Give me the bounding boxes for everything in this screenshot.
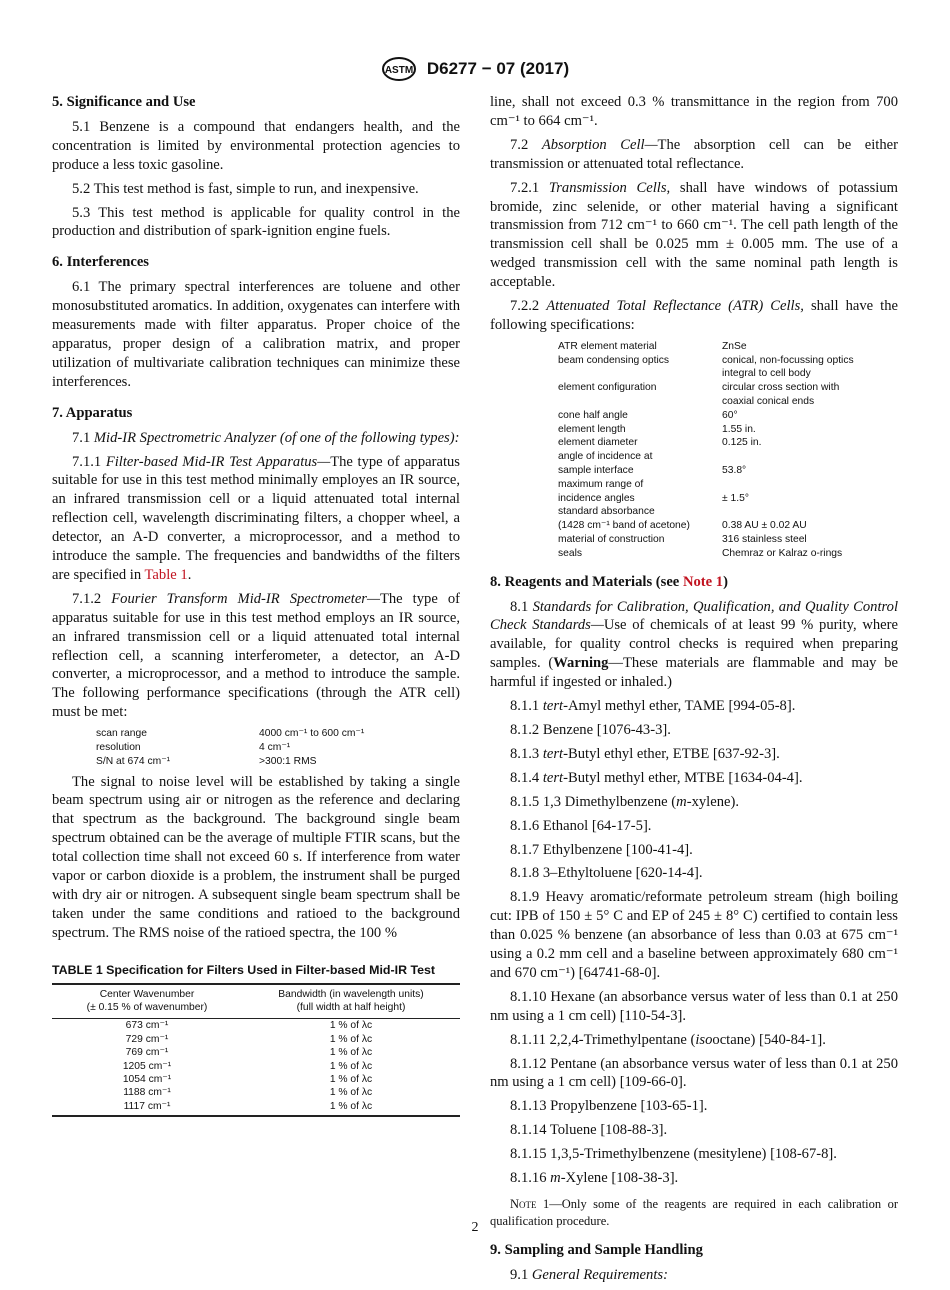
spec-value: 4 cm⁻¹	[259, 741, 291, 753]
text-segment: 8.1.16	[510, 1170, 551, 1187]
spec-label: element length	[558, 423, 626, 435]
text-segment: 8.1	[510, 598, 533, 615]
text-segment: m	[676, 793, 687, 810]
text-segment: 8.1.7 Ethylbenzene [100-41-4].	[510, 841, 693, 858]
table-row	[52, 1060, 460, 1073]
paragraph	[490, 793, 898, 812]
section-heading: 5. Significance and Use	[52, 94, 196, 110]
text-segment: 8.1.5 1,3 Dimethylbenzene (	[510, 793, 677, 810]
text-segment: tert	[542, 698, 564, 715]
spec-value: 0.125 in.	[722, 437, 762, 449]
table-row	[52, 1073, 460, 1086]
text-segment: Absorption Cell—	[541, 136, 658, 153]
text-segment: -Butyl ethyl ether, ETBE [637-92-3].	[563, 745, 780, 762]
spec-label: resolution	[96, 741, 141, 753]
spec-row	[558, 547, 854, 561]
paragraph	[490, 745, 898, 764]
spec-value: >300:1 RMS	[259, 755, 317, 767]
text-segment: 8.1.15 1,3,5-Trimethylbenzene (mesitylene) [108-67-8].	[510, 1146, 837, 1163]
section-heading: 6. Interferences	[52, 254, 149, 271]
cross-reference-link[interactable]: Table 1	[144, 566, 188, 583]
paragraph	[52, 180, 460, 199]
spec-value	[722, 450, 854, 464]
spec-row	[96, 741, 364, 755]
text-segment: 8.1.2 Benzene [1076-43-3].	[510, 721, 671, 738]
text-segment: octane) [540-84-1].	[712, 1031, 826, 1048]
text-segment: 8.1.9 Heavy aromatic/reformate petroleum stream (high boiling cut: IPB of 150 ± 5° C and EP of 245 ± 8° C) certified to contain less than 0.025 % benzene (an absorbance of less than 0.03 at 675 cm⁻¹ using a 0.2 mm cell and a baseline between approximately 680 cm⁻¹ and 670 cm⁻¹) [64741-68-0].	[490, 889, 898, 981]
paragraph	[490, 93, 898, 131]
paragraph	[52, 204, 460, 242]
text-segment: -xylene).	[686, 793, 739, 810]
bandwidth-cell: 1 % of λc	[242, 1100, 460, 1116]
text-segment: Attenuated Total Reflectance (ATR) Cells,	[546, 298, 804, 315]
text-segment: The type of apparatus suitable for use in this test method minimally employes an IR source, an infrared transmission cell or a liquid attenuated total internal reflection cell, wavelength discriminating filters, a chopper wheel, a detector, an A-D converter, a microprocessor, and a method to introduce the sample. The frequencies and bandwidths of the filters are specified in	[52, 453, 460, 583]
spec-label: cone half angle	[558, 409, 628, 421]
spec-label: (1428 cm⁻¹ band of acetone)	[558, 520, 690, 532]
spec-value: ZnSe	[722, 340, 747, 352]
text-segment: The type of apparatus suitable for use in this test method employs an IR source, an infrared transmission cell or a liquid attenuated total internal reflection cell, a scanning interferometer, a detector, an A-D converter, a microprocessor, and a method to introduce the sample. The following performance specifications (through the ATR cell) must be met:	[52, 590, 460, 721]
text-segment: iso	[695, 1031, 713, 1048]
text-segment: 8.1.3	[510, 745, 543, 762]
spec-label: scan range	[96, 728, 147, 740]
wavenumber-cell: 1188 cm⁻¹	[123, 1087, 171, 1099]
header-line: Bandwidth (in wavelength units)	[278, 988, 424, 1000]
section-heading	[490, 573, 898, 592]
spec-label: ATR element material	[558, 340, 657, 352]
svg-text:ASTM: ASTM	[384, 65, 414, 76]
text-segment: -Amyl methyl ether, TAME [994-05-8].	[563, 698, 796, 715]
spec-label: standard absorbance	[558, 506, 655, 518]
text-segment: -Xylene [108-38-3].	[560, 1170, 679, 1187]
bandwidth-cell: 1 % of λc	[329, 1020, 373, 1032]
paragraph	[52, 590, 460, 722]
right-column	[490, 93, 898, 1290]
spec-value: circular cross section with	[722, 382, 840, 394]
paragraph	[490, 1145, 898, 1164]
text-segment: 7.1.2	[72, 590, 112, 607]
spec-label: element diameter	[558, 437, 638, 449]
spec-value: ± 1.5°	[722, 492, 749, 504]
paragraph	[490, 721, 898, 740]
filter-specification-table	[52, 983, 460, 1118]
text-segment: shall have windows of potassium bromide, zinc selenide, or other material having a significant transmission from 712 cm⁻¹ to 660 cm⁻¹. The cell path length of the transmission cell shall be 0.025 mm ± 0.005 mm. The use of a wedged transmission cell with the same nominal path length is acceptable.	[490, 179, 898, 291]
astm-logo-icon	[381, 56, 417, 82]
spec-value	[722, 505, 854, 519]
text-segment: 6.1 The primary spectral interferences are toluene and other monosubstituted aromatics. In addition, oxygenates can interfere with measurements made with filter apparatus. Proper choice of the apparatus, proper design of a calibration matrix, and proper utilization of multivariate calibration techniques can minimize these interferences.	[52, 279, 460, 390]
spec-label: sample interface	[558, 465, 634, 477]
wavenumber-cell: 729 cm⁻¹	[125, 1033, 169, 1045]
paragraph	[490, 1031, 898, 1050]
text-segment: 8. Reagents and Materials (see	[490, 573, 683, 590]
paragraph	[490, 1169, 898, 1188]
paragraph	[490, 1097, 898, 1116]
left-column	[52, 93, 460, 1117]
paragraph	[490, 1121, 898, 1140]
paragraph	[52, 118, 460, 175]
spec-label	[558, 395, 722, 409]
text-segment: Use of chemicals of at least 99 % purity, where available, for quality control checks is required when preparing samples. (	[490, 617, 898, 672]
paragraph	[490, 136, 898, 174]
text-segment: General Requirements:	[531, 1266, 668, 1283]
spec-value: coaxial conical ends	[722, 396, 815, 408]
table-caption: TABLE 1 Specification for Filters Used in Filter-based Mid-IR Test	[52, 962, 436, 977]
text-segment: —These materials are flammable and may be harmful if ingested or inhaled.)	[490, 655, 898, 691]
spec-value: Chemraz or Kalraz o-rings	[722, 547, 843, 559]
text-segment: 8.1.1	[510, 698, 543, 715]
text-segment: 7.1	[72, 429, 94, 446]
text-segment: 7.2	[510, 136, 542, 153]
text-segment: 5.1 Benzene is a compound that endangers health, and the concentration is limited by environmental protection agencies to produce a less toxic gasoline.	[52, 118, 460, 173]
spec-label: S/N at 674 cm⁻¹	[96, 755, 171, 767]
spec-label: maximum range of	[558, 478, 644, 490]
spec-label	[558, 367, 722, 381]
page-number: 2	[471, 1220, 479, 1235]
spec-value: conical, non-focussing optics	[722, 354, 854, 366]
text-segment: .	[187, 566, 192, 583]
table-row	[52, 1019, 460, 1033]
text-segment: The signal to noise level will be established by taking a single beam spectrum using air or nitrogen as the reference and declaring that spectrum as the background. The background single beam spectrum obtained can be the average of multiple FTIR scans, but the total collection time shall not exceed 60 s. If interference from water vapor or carbon dioxide is a problem, the instrument shall be purged with dry air or nitrogen. A subsequent single beam spectrum shall be taken under the same conditions and ratioed to the background spectrum. The RMS noise of the ratioed spectra, the 100 %	[52, 773, 460, 941]
paragraph	[490, 598, 898, 693]
text-segment: 7.2.2	[510, 298, 547, 315]
table-row	[52, 1033, 460, 1046]
spec-label: element configuration	[558, 382, 657, 394]
spec-row	[558, 464, 854, 478]
paragraph	[490, 888, 898, 983]
text-segment: tert	[542, 769, 564, 786]
text-segment: 5.2 This test method is fast, simple to run, and inexpensive.	[72, 180, 419, 197]
spec-row	[558, 395, 854, 409]
spec-row	[558, 505, 854, 519]
spec-row	[558, 381, 854, 395]
text-segment: Mid-IR Spectrometric Analyzer (of one of the following types):	[93, 429, 460, 446]
paragraph	[52, 773, 460, 943]
text-segment: 5.3 This test method is applicable for quality control in the production and distribution of spark-ignition engine fuels.	[52, 204, 460, 240]
spec-row	[558, 436, 854, 450]
text-segment: Warning	[553, 655, 609, 672]
table-row	[52, 1086, 460, 1099]
spec-value: 4000 cm⁻¹ to 600 cm⁻¹	[259, 728, 365, 740]
text-segment: 7.1.1	[72, 453, 106, 470]
spec-value: 1.55 in.	[722, 423, 756, 435]
spec-row	[96, 727, 364, 741]
spec-label: seals	[558, 547, 583, 559]
spec-value: integral to cell body	[722, 368, 811, 380]
spec-value: 53.8°	[722, 465, 747, 477]
text-segment: Standards for Calibration, Qualification, and Quality Control Check Standards—	[490, 598, 899, 634]
section-heading: 9. Sampling and Sample Handling	[490, 1242, 703, 1258]
spec-row	[558, 340, 854, 354]
paragraph	[490, 1055, 898, 1093]
bandwidth-cell: 1 % of λc	[329, 1074, 373, 1086]
table-row	[52, 1100, 460, 1116]
spec-row	[558, 519, 854, 533]
text-segment: Filter-based Mid-IR Test Apparatus—	[105, 453, 331, 470]
spec-label: beam condensing optics	[558, 354, 670, 366]
wavenumber-cell: 769 cm⁻¹	[125, 1047, 169, 1059]
bandwidth-cell: 1 % of λc	[329, 1060, 373, 1072]
wavenumber-cell: 1054 cm⁻¹	[122, 1074, 172, 1086]
paragraph	[490, 864, 898, 883]
bandwidth-cell: 1 % of λc	[329, 1087, 373, 1099]
wavenumber-cell: 673 cm⁻¹	[125, 1020, 169, 1032]
wavenumber-cell: 1117 cm⁻¹	[52, 1100, 242, 1116]
text-segment: 8.1.13 Propylbenzene [103-65-1].	[510, 1098, 708, 1115]
text-segment: 8.1.8 3–Ethyltoluene [620-14-4].	[510, 865, 703, 882]
paragraph	[490, 841, 898, 860]
paragraph	[52, 429, 460, 448]
text-segment: 8.1.4	[510, 769, 543, 786]
paragraph	[490, 769, 898, 788]
bandwidth-cell: 1 % of λc	[329, 1033, 373, 1045]
paragraph	[490, 179, 898, 292]
text-segment: —Only some of the reagents are required in each calibration or qualification procedure.	[490, 1197, 898, 1228]
header-line: (full width at half height)	[296, 1002, 406, 1014]
header-line: Center Wavenumber	[99, 988, 195, 1000]
text-segment: 9.1	[510, 1266, 532, 1283]
paragraph	[490, 988, 898, 1026]
text-segment: -Butyl methyl ether, MTBE [1634-04-4].	[563, 769, 803, 786]
header-line: (± 0.15 % of wavenumber)	[86, 1002, 208, 1014]
paragraph	[490, 697, 898, 716]
text-segment: shall have the following specifications:	[490, 298, 899, 333]
spec-value: 316 stainless steel	[722, 534, 807, 546]
column-header	[242, 984, 460, 1019]
text-segment: tert	[542, 745, 564, 762]
text-segment: 8.1.14 Toluene [108-88-3].	[510, 1122, 668, 1139]
paragraph	[52, 278, 460, 391]
spec-row	[558, 450, 854, 464]
spec-row	[558, 367, 854, 381]
text-segment: )	[723, 573, 728, 590]
text-segment: 8.1.6 Ethanol [64-17-5].	[510, 817, 652, 834]
text-segment: 8.1.10 Hexane (an absorbance versus water of less than 0.1 at 250 nm using a 1 cm cell) [110-54-3].	[490, 988, 898, 1024]
text-segment: 8.1.12 Pentane (an absorbance versus water of less than 0.1 at 250 nm using a 1 cm cell) [109-66-0].	[490, 1055, 898, 1091]
text-segment: Fourier Transform Mid-IR Spectrometer—	[111, 590, 380, 607]
text-segment: 8.1.11 2,2,4-Trimethylpentane (	[510, 1031, 696, 1048]
text-segment: Transmission Cells,	[548, 179, 671, 196]
page-header	[0, 56, 950, 82]
spec-row	[96, 755, 364, 769]
paragraph	[490, 1266, 898, 1285]
spec-row	[558, 354, 854, 368]
paragraph	[490, 297, 898, 335]
paragraph	[52, 453, 460, 585]
spec-row	[558, 492, 854, 506]
text-segment: 7.2.1	[510, 179, 549, 196]
document-designation: D6277 − 07 (2017)	[426, 59, 570, 78]
spec-label: material of construction	[558, 534, 665, 546]
spec-row	[558, 409, 854, 423]
text-segment: m	[550, 1170, 561, 1187]
spec-label: incidence angles	[558, 492, 635, 504]
text-segment: Note 1	[510, 1197, 550, 1211]
paragraph	[490, 817, 898, 836]
bandwidth-cell: 1 % of λc	[329, 1047, 373, 1059]
wavenumber-cell: 1205 cm⁻¹	[122, 1060, 172, 1072]
spec-row	[558, 423, 854, 437]
spec-value: 0.38 AU ± 0.02 AU	[722, 520, 807, 532]
specification-table	[96, 727, 364, 768]
table-row	[52, 1046, 460, 1059]
cross-reference-link[interactable]: Note 1	[682, 573, 724, 590]
spec-value: 60°	[722, 409, 738, 421]
spec-label: angle of incidence at	[558, 451, 653, 463]
specification-table	[558, 340, 854, 561]
text-segment: line, shall not exceed 0.3 % transmittance in the region from 700 cm⁻¹ to 664 cm⁻¹.	[490, 94, 898, 129]
column-header	[52, 984, 242, 1019]
section-heading: 7. Apparatus	[52, 404, 133, 421]
spec-row	[558, 478, 854, 492]
text-segment: The absorption cell can be either transmission or attenuated total reflectance.	[490, 136, 898, 172]
spec-value	[722, 478, 854, 492]
spec-row	[558, 533, 854, 547]
table-header-row	[52, 984, 460, 1019]
